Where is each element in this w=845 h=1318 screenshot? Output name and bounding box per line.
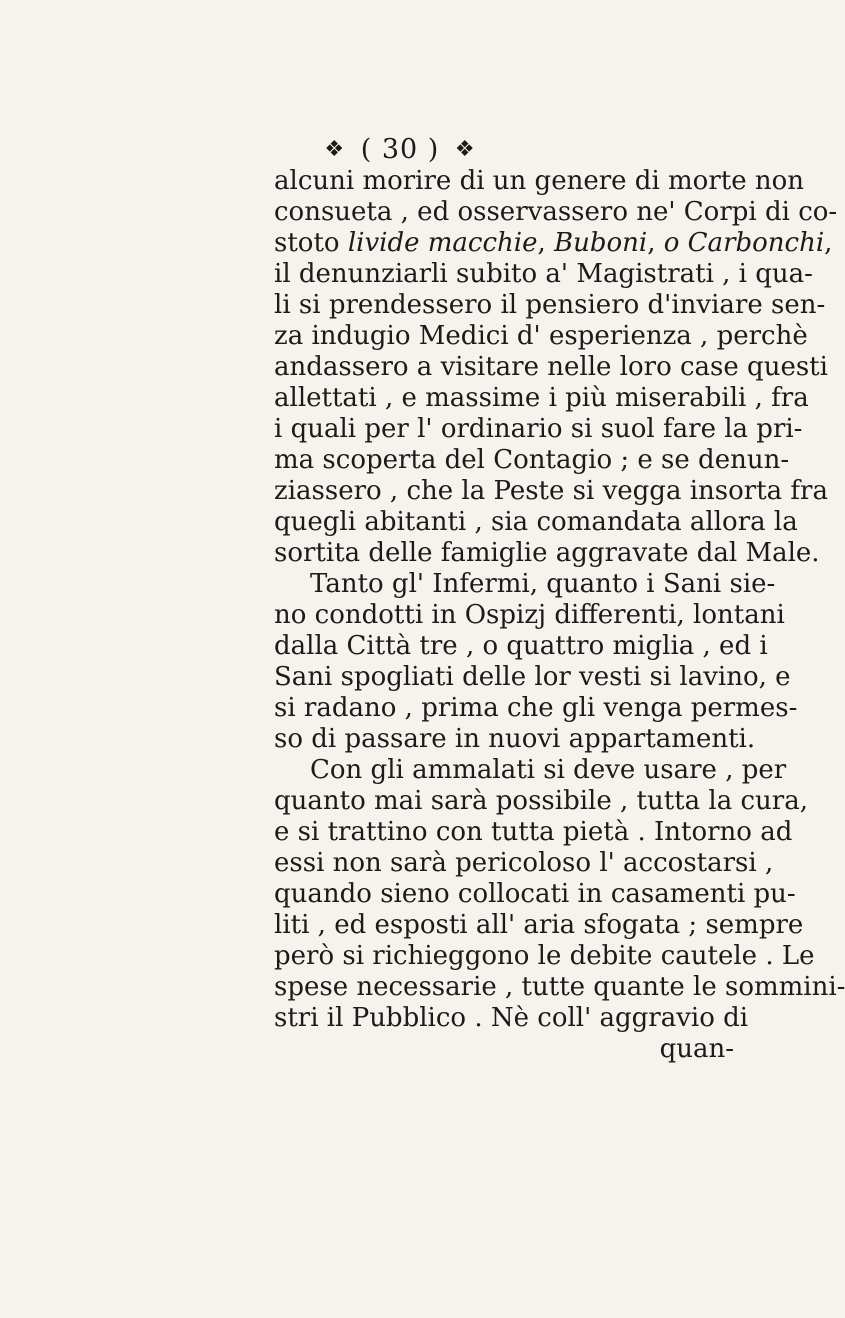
- text-line: no condotti in Ospizj differenti, lontani: [274, 600, 785, 630]
- text-line: za indugio Medici d' esperienza , perchè: [274, 321, 808, 351]
- body-text: [274, 166, 845, 1065]
- text-line: so di passare in nuovi appartamenti.: [274, 724, 756, 754]
- text-line: andassero a visitare nelle loro case questi: [274, 352, 828, 382]
- text-line: essi non sarà pericoloso l' accostarsi ,: [274, 848, 774, 878]
- text-line: spese necessarie , tutte quante le sommini-: [274, 972, 845, 1002]
- text-line: Tanto gl' Infermi, quanto i Sani sie-: [310, 569, 776, 599]
- italic-term: o Carbonchi: [663, 228, 825, 258]
- text-line: ziassero , che la Peste si vegga insorta fra: [274, 476, 828, 506]
- text-line: stoto livide macchie, Buboni, o Carbonchi,: [274, 228, 833, 258]
- text-line: Con gli ammalati si deve usare , per: [310, 755, 787, 785]
- text-line: allettati , e massime i più miserabili , fra: [274, 383, 809, 413]
- text-line: sortita delle famiglie aggravate dal Male.: [274, 538, 820, 568]
- text-line: liti , ed esposti all' aria sfogata ; sempre: [274, 910, 804, 940]
- text-line: ma scoperta del Contagio ; e se denun-: [274, 445, 790, 475]
- text-line: Sani spogliati delle lor vesti si lavino, e: [274, 662, 791, 692]
- text-line: quando sieno collocati in casamenti pu-: [274, 879, 796, 909]
- left-ornament-icon: ❖: [324, 136, 346, 162]
- text-line: quanto mai sarà possibile , tutta la cura,: [274, 786, 808, 816]
- text-line: però si richieggono le debite cautele . Le: [274, 941, 815, 971]
- running-header: [0, 132, 800, 167]
- text-line: il denunziarli subito a' Magistrati , i qua-: [274, 259, 813, 289]
- text-line: e si trattino con tutta pietà . Intorno ad: [274, 817, 793, 847]
- text-line: si radano , prima che gli venga permes-: [274, 693, 798, 723]
- italic-term: Buboni: [554, 228, 648, 258]
- text-line: alcuni morire di un genere di morte non: [274, 166, 805, 196]
- catchword: quan-: [659, 1034, 734, 1064]
- text-line: consueta , ed osservassero ne' Corpi di co-: [274, 197, 838, 227]
- italic-term: livide macchie: [347, 228, 538, 258]
- right-ornament-icon: ❖: [454, 136, 476, 162]
- text-line: dalla Città tre , o quattro miglia , ed i: [274, 631, 768, 661]
- text-line: i quali per l' ordinario si suol fare la pri-: [274, 414, 803, 444]
- text-line: quegli abitanti , sia comandata allora la: [274, 507, 798, 537]
- text-line: li si prendessero il pensiero d'inviare sen-: [274, 290, 826, 320]
- text-line: stri il Pubblico . Nè coll' aggravio di: [274, 1003, 749, 1033]
- page-number: ( 30 ): [360, 133, 440, 165]
